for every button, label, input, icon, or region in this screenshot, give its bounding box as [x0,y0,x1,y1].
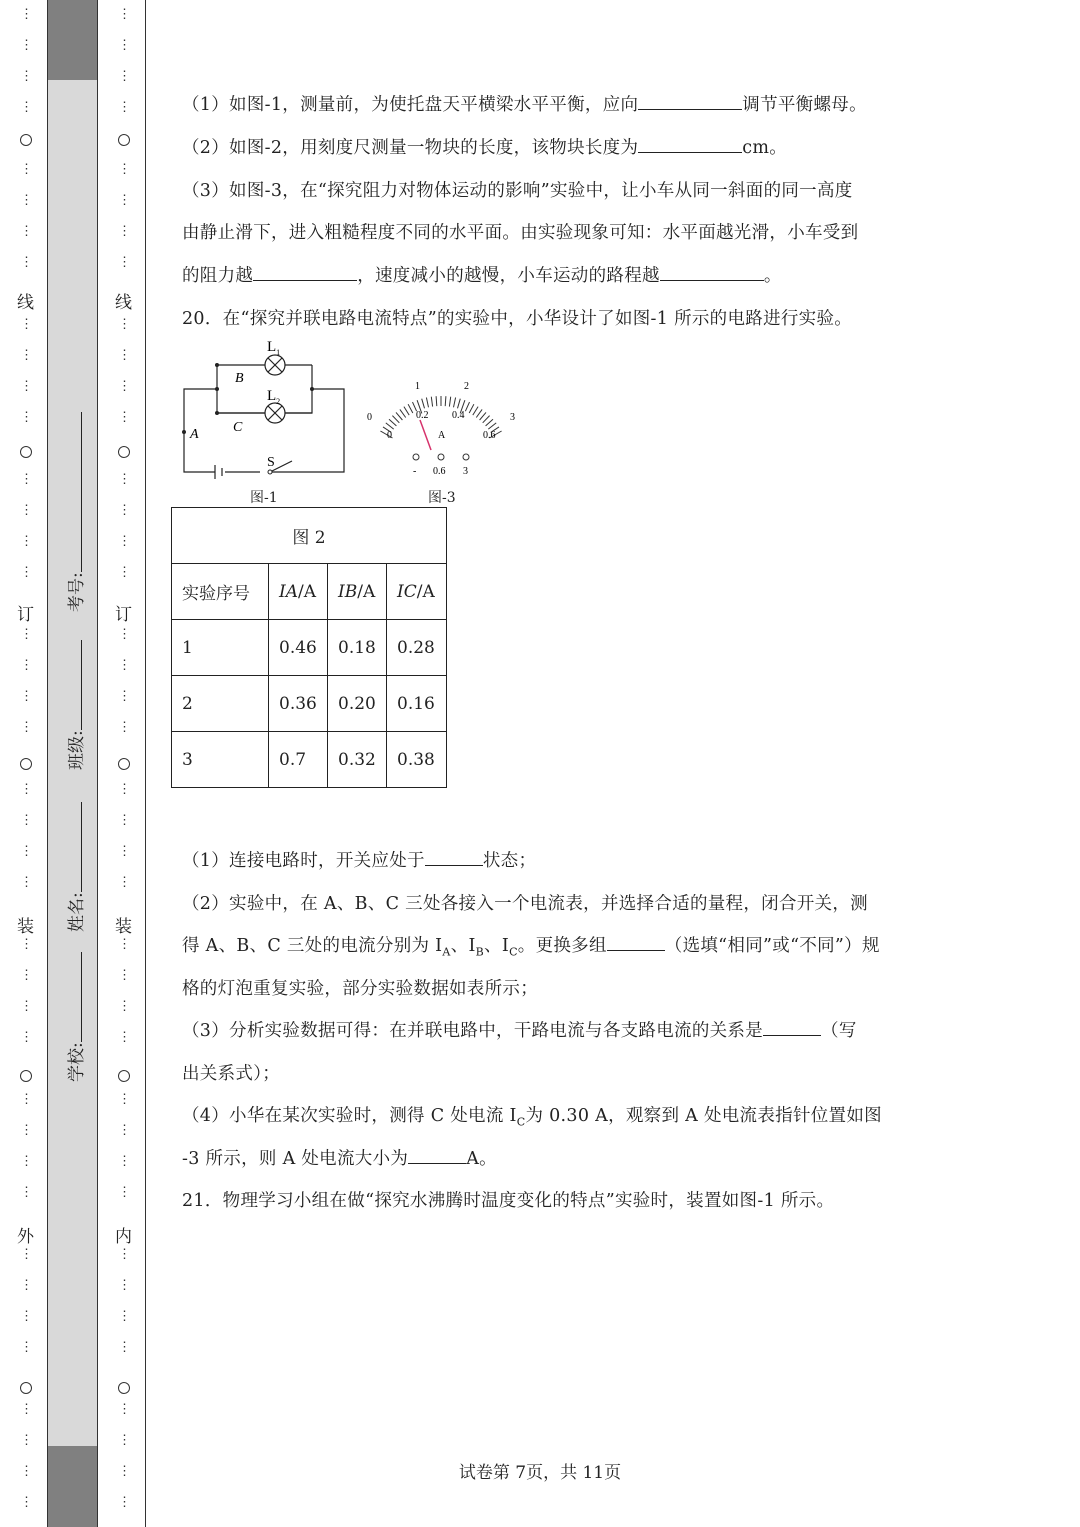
lamp-l1-icon [265,355,285,375]
seal-dots: ⋮ [118,255,131,270]
meter-tick [473,407,478,416]
seal-dots: ⋮ [20,1123,33,1138]
meter-tick [404,407,409,416]
scale-bottom-0: 0 [387,430,392,441]
header-ia: IA/A [269,564,328,620]
seal-circle-icon [20,134,32,146]
seal-dots: ⋮ [20,503,33,518]
field-exam-no: 考号: [62,412,87,612]
seal-dots: ⋮ [118,999,131,1014]
seal-dots: ⋮ [118,875,131,890]
seal-circle-icon [20,446,32,458]
seal-dots: ⋮ [118,410,131,425]
seal-dots: ⋮ [20,38,33,53]
seal-dots: ⋮ [20,193,33,208]
terminal-neg: - [413,466,417,477]
cell: 0.7 [269,732,328,788]
seal-circle-icon [118,1070,130,1082]
lamp-l2-icon [265,403,285,423]
header-ic: IC/A [387,564,447,620]
q20-sub4-line2: -3 所示，则 A 处电流大小为 A。 [182,1149,497,1169]
seal-dots: ⋮ [20,348,33,363]
meter-unit: A [438,430,446,441]
seal-dots: ⋮ [20,410,33,425]
field-class: 班级: [62,640,87,770]
seal-dots: ⋮ [118,937,131,952]
seal-dots: ⋮ [118,348,131,363]
seal-dots: ⋮ [118,1154,131,1169]
inner-char-nei: 内 [115,1227,132,1247]
seal-dots: ⋮ [20,1402,33,1417]
q20-sub2-line2: 得 A、B、C 三处的电流分别为 $I_A$、$I_B$、$I_C$。更换多组 （选填“相同”或“不同”）规 [182,936,880,959]
seal-dots: ⋮ [118,1495,131,1510]
inner-char-ding: 订 [115,605,132,625]
q20-sub4-line1: （4）小华在某次实验时，测得 C 处电流 $I_C$为 0.30 A，观察到 A 处电流表指针位置如图 [182,1106,882,1129]
meter-tick [476,409,482,417]
seal-dots: ⋮ [20,100,33,115]
q20-sub2-line3: 格的灯泡重复实验，部分实验数据如表所示； [182,979,538,999]
table-row [172,732,447,788]
seal-dots: ⋮ [20,813,33,828]
seal-dots: ⋮ [118,658,131,673]
inner-char-zhuang: 装 [115,917,132,937]
seal-dots: ⋮ [118,844,131,859]
seal-dots: ⋮ [20,1030,33,1045]
q19-part2: （2）如图-2，用刻度尺测量一物块的长度，该物块长度为 cm。 [182,138,788,158]
meter-tick [449,397,450,407]
seal-dots: ⋮ [20,782,33,797]
answer-blank[interactable] [660,266,764,281]
seal-dots: ⋮ [20,1154,33,1169]
seal-dots: ⋮ [118,1464,131,1479]
scale-top-1: 1 [415,381,420,392]
seal-dots: ⋮ [118,503,131,518]
seal-dots: ⋮ [118,7,131,22]
cell: 1 [172,620,269,676]
seal-dots: ⋮ [20,875,33,890]
meter-tick [400,409,406,417]
terminal-0-6: 0.6 [433,466,446,477]
seal-circle-icon [118,134,130,146]
header-index: 实验序号 [172,564,269,620]
meter-tick [458,399,461,409]
answer-blank[interactable] [253,266,357,281]
q20-sub3-line2: 出关系式）； [182,1064,281,1084]
seal-dots: ⋮ [118,720,131,735]
cell: 0.38 [387,732,447,788]
meter-tick [389,419,396,426]
meter-tick [426,398,428,408]
answer-blank[interactable] [425,851,483,866]
answer-blank[interactable] [408,1149,466,1164]
q20-stem: 20．在“探究并联电路电流特点”的实验中，小华设计了如图-1 所示的电路进行实验。 [182,309,853,329]
seal-dots: ⋮ [20,968,33,983]
terminal-3: 3 [463,466,468,477]
q20-sub3-line1: （3）分析实验数据可得：在并联电路中，干路电流与各支路电流的关系是 （写 [182,1021,857,1041]
outer-char-xian: 线 [17,293,34,313]
seal-dots: ⋮ [20,1433,33,1448]
answer-blank[interactable] [763,1021,821,1036]
seal-dots: ⋮ [20,1185,33,1200]
seal-dots: ⋮ [118,1402,131,1417]
data-table [171,507,447,788]
seal-dots: ⋮ [118,162,131,177]
seal-circle-icon [118,1382,130,1394]
seal-circle-icon [20,758,32,770]
cell: 0.18 [328,620,387,676]
scale-top-0: 0 [367,412,372,423]
seal-dots: ⋮ [118,38,131,53]
meter-tick [445,396,446,406]
meter-tick [488,423,496,429]
table-row [172,676,447,732]
answer-blank[interactable] [607,936,665,951]
scale-bottom-2: 0.4 [452,410,465,421]
dark-band-top [48,0,97,80]
seal-dots: ⋮ [118,1247,131,1262]
cell: 0.46 [269,620,328,676]
scale-bottom-3: 0.6 [483,430,496,441]
seal-dots: ⋮ [20,565,33,580]
seal-dots: ⋮ [20,1092,33,1107]
seal-dots: ⋮ [118,1185,131,1200]
seal-dots: ⋮ [118,1030,131,1045]
seal-dots: ⋮ [118,100,131,115]
seal-circle-icon [20,1070,32,1082]
seal-dots: ⋮ [118,1309,131,1324]
field-school: 学校: [62,952,87,1082]
needle-icon [420,420,431,450]
seal-dots: ⋮ [118,224,131,239]
cell: 0.32 [328,732,387,788]
seal-dots: ⋮ [20,720,33,735]
outer-char-wai: 外 [17,1227,34,1247]
q19-part3-line3: 的阻力越 ，速度减小的越慢，小车运动的路程越 。 [182,266,782,286]
seal-dots: ⋮ [20,224,33,239]
seal-dots: ⋮ [20,844,33,859]
seal-dots: ⋮ [20,627,33,642]
seal-dots: ⋮ [20,69,33,84]
meter-tick [465,402,469,411]
seal-dots: ⋮ [118,565,131,580]
meter-tick [483,416,490,423]
seal-dots: ⋮ [118,69,131,84]
circuit-diagram [170,335,360,505]
cell: 2 [172,676,269,732]
seal-dots: ⋮ [20,1247,33,1262]
label-l2: $L_2$ [267,388,281,406]
ammeter-diagram [362,374,522,482]
header-ib: IB/A [328,564,387,620]
scale-top-3: 3 [510,412,515,423]
cell: 0.28 [387,620,447,676]
answer-blank[interactable] [638,138,742,153]
seal-dots: ⋮ [118,1123,131,1138]
seal-dots: ⋮ [20,534,33,549]
cell: 0.20 [328,676,387,732]
seal-dots: ⋮ [118,534,131,549]
seal-dots: ⋮ [20,1340,33,1355]
seal-dots: ⋮ [118,472,131,487]
meter-tick [422,399,425,409]
meter-tick [392,416,399,423]
meter-tick [480,412,486,420]
field-name: 姓名: [62,802,87,932]
q20-sub2-line1: （2）实验中，在 A、B、C 三处各接入一个电流表，并选择合适的量程，闭合开关，测 [182,894,868,914]
seal-dots: ⋮ [20,1464,33,1479]
seal-dots: ⋮ [20,379,33,394]
scale-top-2: 2 [464,381,469,392]
seal-dots: ⋮ [20,7,33,22]
seal-dots: ⋮ [20,1278,33,1293]
seal-circle-icon [118,758,130,770]
seal-dots: ⋮ [118,1278,131,1293]
seal-dots: ⋮ [118,379,131,394]
answer-blank[interactable] [638,95,742,110]
scale-bottom-1: 0.2 [416,410,429,421]
q19-part1: （1）如图-1，测量前，为使托盘天平横梁水平平衡，应向 调节平衡螺母。 [182,95,867,115]
seal-dots: ⋮ [118,627,131,642]
cell: 0.36 [269,676,328,732]
seal-dots: ⋮ [118,1092,131,1107]
seal-circle-icon [20,1382,32,1394]
q21-stem: 21．物理学习小组在做“探究水沸腾时温度变化的特点”实验时，装置如图-1 所示。 [182,1191,835,1211]
seal-dots: ⋮ [20,1495,33,1510]
label-b: B [235,371,244,386]
meter-tick [469,404,474,413]
meter-tick [386,423,394,429]
fig1-caption: 图-1 [250,490,278,506]
table-title: 图 2 [172,508,447,564]
outer-char-ding: 订 [17,605,34,625]
seal-dots: ⋮ [20,317,33,332]
table-row [172,620,447,676]
q20-sub1: （1）连接电路时，开关应处于 状态； [182,851,537,871]
seal-dots: ⋮ [118,1340,131,1355]
seal-dots: ⋮ [118,813,131,828]
cell: 0.16 [387,676,447,732]
seal-dots: ⋮ [20,658,33,673]
seal-circle-icon [118,446,130,458]
cell: 3 [172,732,269,788]
seal-dots: ⋮ [20,999,33,1014]
q19-part3-line1: （3）如图-3，在“探究阻力对物体运动的影响”实验中，让小车从同一斜面的同一高度 [182,181,853,201]
label-c: C [233,420,243,435]
label-l1: $L_1$ [267,339,281,357]
seal-dots: ⋮ [20,689,33,704]
seal-dots: ⋮ [20,162,33,177]
seal-dots: ⋮ [118,317,131,332]
outer-char-zhuang: 装 [17,917,34,937]
inner-char-xian: 线 [115,293,132,313]
fig3-caption: 图-3 [428,490,456,506]
label-s: S [267,455,275,470]
label-a: A [190,427,199,442]
seal-dots: ⋮ [20,255,33,270]
seal-dots: ⋮ [118,782,131,797]
meter-tick [454,398,456,408]
meter-tick [408,404,413,413]
seal-dots: ⋮ [118,1433,131,1448]
table-header-row [172,564,447,620]
seal-dots: ⋮ [20,1309,33,1324]
q19-part3-line2: 由静止滑下，进入粗糙程度不同的水平面。由实验现象可知：水平面越光滑，小车受到 [182,223,859,243]
page-footer: 试卷第 7页，共 11页 [458,1463,622,1483]
seal-dots: ⋮ [118,689,131,704]
seal-dots: ⋮ [118,193,131,208]
seal-dots: ⋮ [20,472,33,487]
meter-tick [396,412,402,420]
meter-tick [486,419,493,426]
meter-tick [436,396,437,406]
seal-dots: ⋮ [20,937,33,952]
seal-dots: ⋮ [118,968,131,983]
meter-tick [431,397,432,407]
